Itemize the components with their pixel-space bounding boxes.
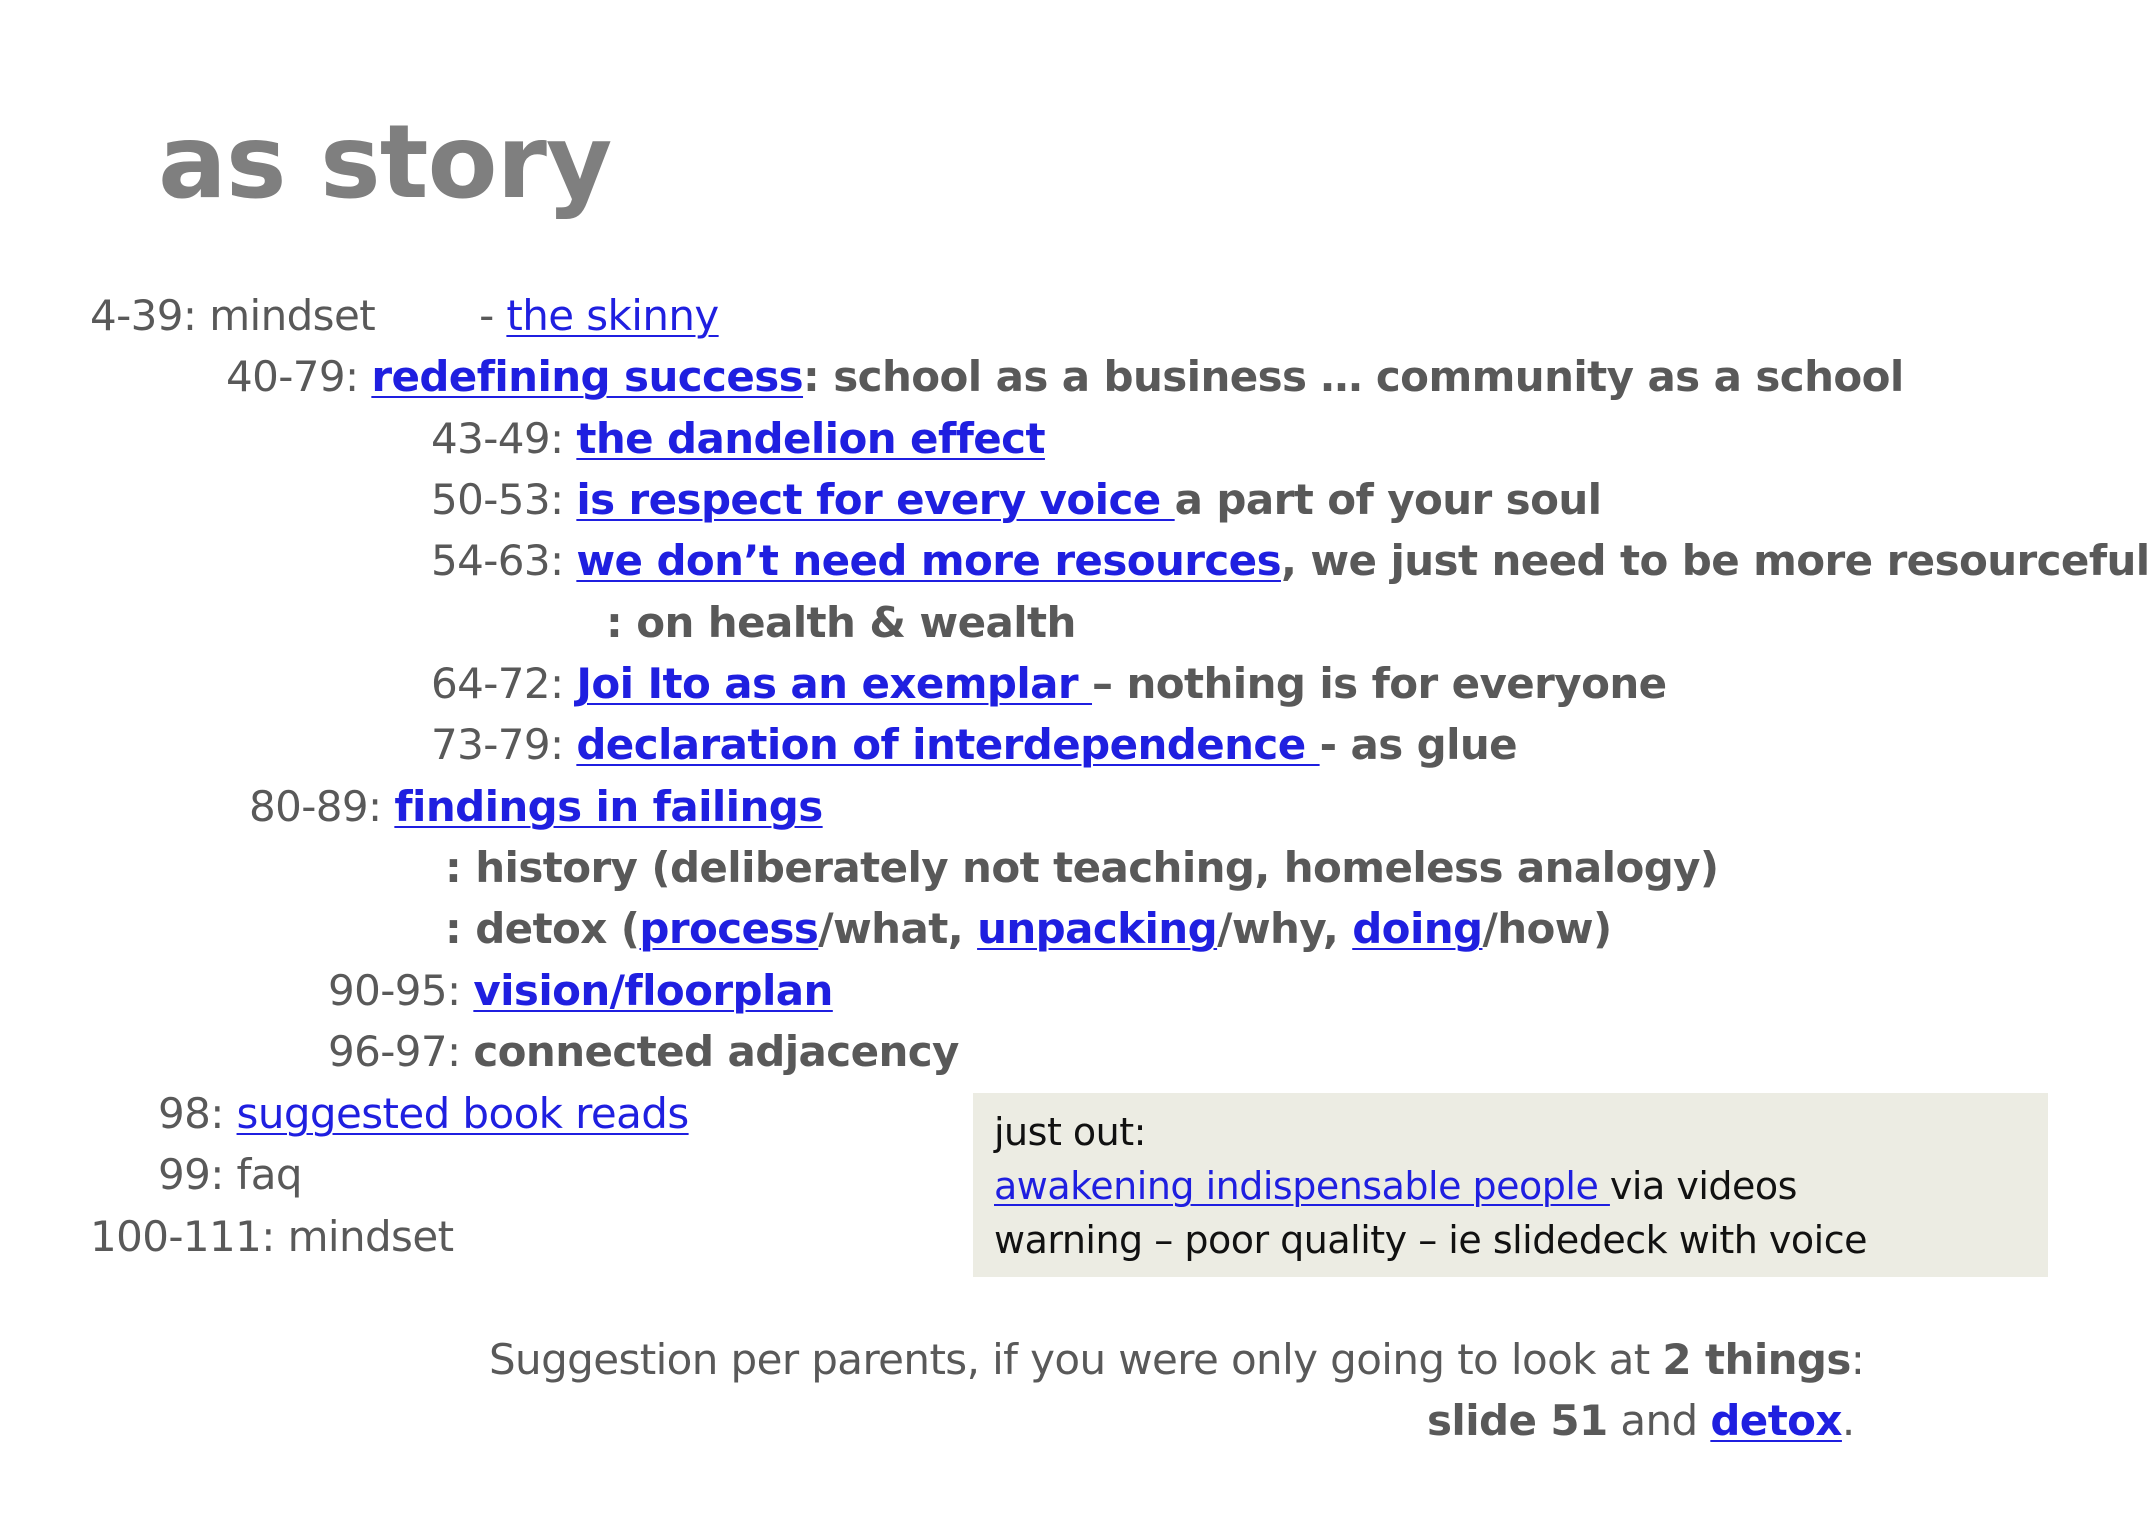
outline-line-book-reads	[158, 1089, 689, 1138]
range-label: 64-72:	[431, 659, 577, 708]
link-the-skinny[interactable]: the skinny	[506, 291, 719, 340]
link-joi-ito[interactable]: Joi Ito as an exemplar	[576, 659, 1093, 708]
outline-line-health-wealth: : on health & wealth	[606, 598, 1076, 647]
line-text: /what,	[818, 904, 978, 953]
callout-heading: just out:	[994, 1110, 1146, 1154]
link-vision-floorplan[interactable]: vision/floorplan	[473, 966, 833, 1015]
link-unpacking[interactable]: unpacking	[977, 904, 1218, 953]
line-text: a part of your soul	[1174, 475, 1602, 524]
link-process[interactable]: process	[639, 904, 819, 953]
line-text: connected adjacency	[473, 1027, 959, 1076]
suggestion-colon: :	[1850, 1335, 1865, 1384]
suggestion-and: and	[1607, 1396, 1711, 1445]
range-label: 43-49:	[431, 414, 577, 463]
range-label: 96-97:	[328, 1027, 474, 1076]
line-text: , we just need to be more resourceful	[1280, 536, 2150, 585]
outline-line-joi-ito	[431, 659, 1667, 708]
link-findings-in-failings[interactable]: findings in failings	[394, 782, 823, 831]
outline-line-findings	[249, 782, 823, 831]
line-text: - as glue	[1319, 720, 1518, 769]
outline-line-faq: 99: faq	[158, 1150, 302, 1199]
line-text: : detox (	[445, 904, 640, 953]
suggestion-targets	[1427, 1396, 1855, 1445]
link-detox[interactable]: detox	[1710, 1396, 1842, 1445]
outline-line-redefining-success	[226, 352, 1904, 401]
line-text: – nothing is for everyone	[1092, 659, 1667, 708]
suggestion-period: .	[1841, 1396, 1855, 1445]
outline-line-respect	[431, 475, 1602, 524]
link-suggested-book-reads[interactable]: suggested book reads	[236, 1089, 689, 1138]
outline-line-detox	[445, 904, 1612, 953]
suggestion-slide: slide 51	[1427, 1396, 1608, 1445]
link-declaration-interdependence[interactable]: declaration of interdependence	[576, 720, 1320, 769]
range-label: 54-63:	[431, 536, 577, 585]
outline-line-mindset-end: 100-111: mindset	[90, 1212, 454, 1261]
range-label: 4-39: mindset	[90, 291, 376, 340]
callout-box	[973, 1093, 2048, 1277]
line-text: /why,	[1217, 904, 1353, 953]
line-text: /how)	[1482, 904, 1612, 953]
link-awakening-indispensable-people[interactable]: awakening indispensable people	[994, 1164, 1610, 1208]
range-label: 73-79:	[431, 720, 577, 769]
suggestion-line	[489, 1335, 1865, 1384]
callout-link-line	[994, 1164, 1797, 1208]
link-respect-every-voice[interactable]: is respect for every voice	[576, 475, 1175, 524]
range-label: 40-79:	[226, 352, 372, 401]
outline-line-dandelion	[431, 414, 1045, 463]
line-text: : school as a business … community as a school	[803, 352, 1904, 401]
range-label: 98:	[158, 1089, 237, 1138]
callout-text: via videos	[1609, 1164, 1797, 1208]
outline-line-vision	[328, 966, 833, 1015]
range-label: 50-53:	[431, 475, 577, 524]
slide-title: as story	[158, 103, 612, 222]
outline-line-adjacency	[328, 1027, 959, 1076]
range-label: 80-89:	[249, 782, 395, 831]
suggestion-emphasis: 2 things	[1662, 1335, 1851, 1384]
outline-line-interdependence	[431, 720, 1518, 769]
callout-warning: warning – poor quality – ie slidedeck with voice	[994, 1218, 1867, 1262]
outline-line-mindset	[90, 291, 719, 340]
suggestion-text: Suggestion per parents, if you were only going to look at	[489, 1335, 1663, 1384]
outline-line-resources	[431, 536, 2150, 585]
range-label: 90-95:	[328, 966, 474, 1015]
outline-line-history: : history (deliberately not teaching, homeless analogy)	[445, 843, 1719, 892]
link-more-resources[interactable]: we don’t need more resources	[576, 536, 1281, 585]
separator: -	[479, 291, 507, 340]
link-dandelion-effect[interactable]: the dandelion effect	[576, 414, 1045, 463]
link-doing[interactable]: doing	[1352, 904, 1483, 953]
link-redefining-success[interactable]: redefining success	[371, 352, 804, 401]
